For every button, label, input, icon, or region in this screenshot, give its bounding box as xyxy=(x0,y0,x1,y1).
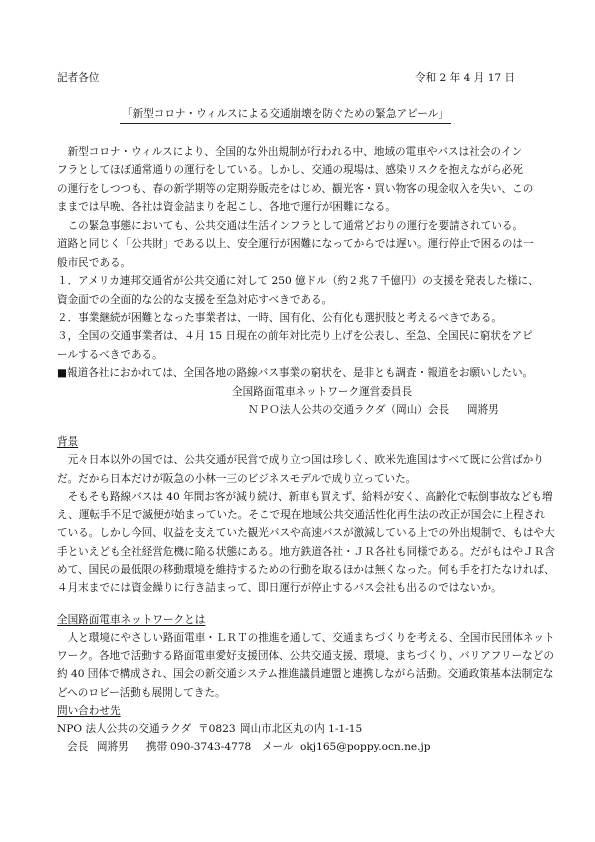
network-section xyxy=(57,611,577,756)
contact-address: 岡山市北区丸の内 1-1-15 xyxy=(240,722,363,735)
appeal-line: この緊急事態においても、公共交通は生活インフラとして通常どおりの運行を要請されている。 xyxy=(67,219,524,232)
contact-org: NPO 法人公共の交通ラクダ xyxy=(57,722,192,735)
document-date: 令和 2 年 4 月 17 日 xyxy=(415,72,516,84)
background-section xyxy=(57,433,577,598)
network-line: 人と環境にやさしい路面電車・ＬＲＴの推進を通して、交通まちづくりを考える、全国市民団体ネット xyxy=(67,632,555,645)
demand-item-3-cont: ールするべきである。 xyxy=(57,348,163,361)
background-line: え、運転手不足で滅便が始まっていた。そこで現在地域公共交通活性化再生法の改正が国会に上程され xyxy=(57,509,545,522)
appeal-line: 新型コロナ・ウィルスにより、全国的な外出規制が行われる中、地域の電車やバスは社会のイン xyxy=(67,146,523,158)
appeal-line: 道路と同じく「公共財」である以上、安全運行が困難になってからでは遅い。運行停止で困るのは一 xyxy=(57,238,534,251)
appeal-line: 般市民である。 xyxy=(57,256,132,269)
email-label: メール xyxy=(262,740,294,753)
background-line: だ。だから日本だけが阪急の小林一三のビジネスモデルで成り立っていた。 xyxy=(57,472,417,485)
background-line: ている。しかし今回、収益を支えていた観光バスや高速バスが激減している上での外出規制で、もはや大 xyxy=(57,527,555,540)
signature-org: ＮＰＯ法人公共の交通ラクダ（岡山）会長 xyxy=(248,404,450,417)
phone-number: 090-3743-4778 xyxy=(170,740,252,753)
contact-address-line xyxy=(57,720,577,738)
background-line: めて、国民の最低限の移動環境を維持するための行動を取るほかは無くなった。何も手を打たなければ、 xyxy=(57,564,555,577)
demand-item-1-cont: 資金面での全面的な公的な支援を至急対応すべきである。 xyxy=(57,293,333,306)
phone-label: 携帯 xyxy=(146,740,168,753)
network-heading: 全国路面電車ネットワークとは xyxy=(57,614,206,626)
background-line: そもそも路線バスは 40 年間お客が減り続け、新車も買えず、給料が安く、高齢化で転倒事故なども増 xyxy=(67,490,553,503)
background-line: 手といえども全社経営危機に陥る状態にある。地方鉄道各社・ＪＲ各社も同様である。だがもはやＪＲ含 xyxy=(57,545,555,558)
signature-role: 全国路面電車ネットワーク運営委員長 xyxy=(232,385,413,398)
document-title: 「新型コロナ・ウィルスによる交通崩壊を防ぐための緊急アピール」 xyxy=(120,107,451,124)
press-request: ■報道各社におかれては、全国各地の路線バス事業の窮状を、是非とも調査・報道をお願いしたい。 xyxy=(57,367,534,380)
demand-item-3: ３，全国の交通事業者は、４月 15 日現在の前年対比売り上げを公表し、至急、全国民に窮状をアピ xyxy=(57,330,533,343)
appeal-section xyxy=(57,143,577,420)
contact-heading: 問い合わせ先 xyxy=(57,704,121,717)
network-line: どへのロビー活動も展開してきた。 xyxy=(57,686,226,699)
demand-item-1: １．アメリカ連邦交通省が公共交通に対して 250 億ドル（約２兆７千億円）の支援を発表した様に、 xyxy=(57,275,539,288)
background-heading: 背景 xyxy=(57,436,79,448)
contact-role: 会長 xyxy=(67,740,89,753)
appeal-line: の運行をしつつも、春の新学期等の定期券販売をはじめ、観光客・買い物客の現金収入を失い、この xyxy=(57,182,534,195)
background-line: ４月末までには資金繰りに行き詰まって、即日運行が停止するバス会社も出るのではないか。 xyxy=(57,582,502,595)
email-address: okj165@poppy.ocn.ne.jp xyxy=(300,740,431,753)
demand-item-2: ２．事業継続が困難となった事業者は、一時、国有化、公有化も選択肢と考えるべきである。 xyxy=(57,311,502,324)
contact-name: 岡將男 xyxy=(97,740,129,753)
appeal-line: ままでは早晩、各社は資金詰まりを起こし、各地で運行が困難になる。 xyxy=(57,201,396,214)
appeal-line: フラとしてほぼ通常通りの運行をしている。しかし、交通の現場は、感染リスクを抱えながら必死 xyxy=(57,164,523,177)
contact-person-line xyxy=(57,738,577,756)
signature-line xyxy=(57,401,577,419)
contact-postal: 〒0823 xyxy=(198,722,236,735)
background-line: 元々日本以外の国では、公共交通が民営で成り立つ国は珍しく、欧米先進国はすべて既に公営ばかり xyxy=(67,454,544,467)
signature-name: 岡將男 xyxy=(467,404,499,417)
network-line: ワーク。各地で活動する路面電車愛好支援団体、公共交通支援、環境、まちづくり、バリアフリーなどの xyxy=(57,650,554,663)
network-line: 約 40 団体で構成され、国会の新交通システム推進議員連盟と連携しながら活動。交通政策基本法制定な xyxy=(57,668,554,681)
addressee: 記者各位 xyxy=(57,72,100,84)
